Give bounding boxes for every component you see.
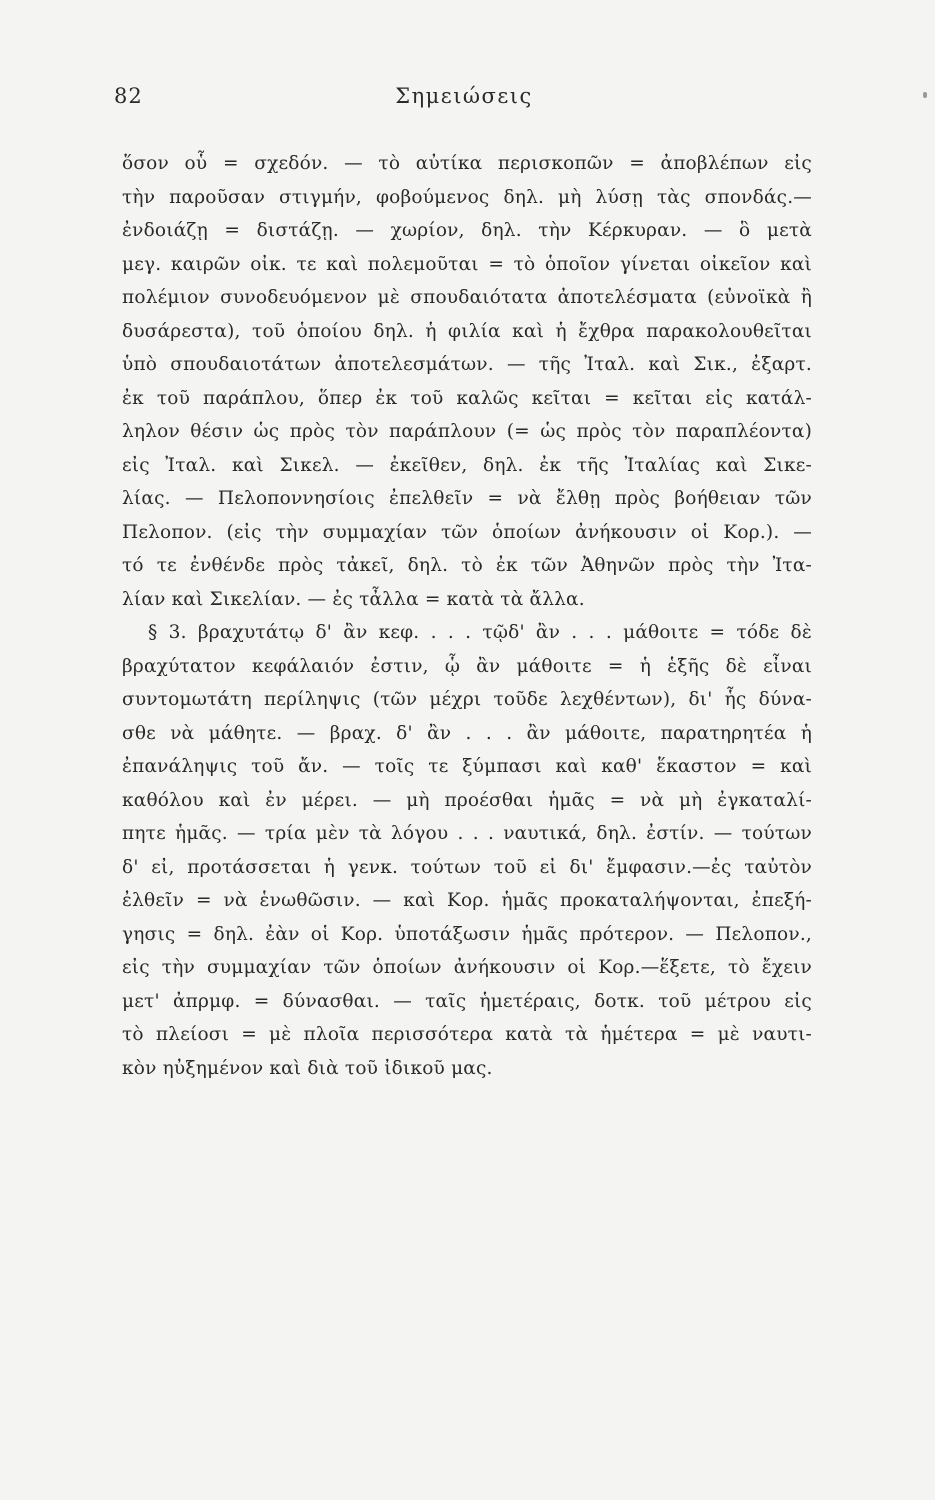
text-line: ἐνδοιάζῃ = διστάζῃ. — χωρίον, δηλ. τὴν Κέρκυραν. — ὃ μετὰ: [122, 220, 812, 241]
text-line: γησις = δηλ. ἐὰν οἱ Κορ. ὑποτάξωσιν ἡμᾶς πρότερον. — Πελοπον.,: [122, 923, 812, 945]
text-line: ὅσον οὗ = σχεδόν. — τὸ αὐτίκα περισκοπῶν = ἀποβλέπων εἰς: [122, 153, 812, 174]
text-line: ὑπὸ σπουδαιοτάτων ἀποτελεσμάτων. — τῆς Ἰταλ. καὶ Σικ., ἐξαρτ.: [122, 354, 812, 375]
text-line: πολέμιον συνοδευόμενον μὲ σπουδαιότατα ἀποτελέσματα (εὐνοϊκὰ ἢ: [122, 287, 812, 308]
running-head: Σημειώσεις: [395, 84, 533, 108]
text-line: καθόλου καὶ ἐν μέρει. — μὴ προέσθαι ἡμᾶς = νὰ μὴ ἐγκαταλί-: [122, 789, 812, 811]
text-line: ληλον θέσιν ὡς πρὸς τὸν παράπλουν (= ὡς πρὸς τὸν παραπλέοντα): [122, 421, 812, 442]
text-line: συντομωτάτη περίληψις (τῶν μέχρι τοῦδε λεχθέντων), δι' ἧς δύνα-: [122, 689, 812, 710]
text-line: Πελοπον. (εἰς τὴν συμμαχίαν τῶν ὁποίων ἀνήκουσιν οἱ Κορ.). —: [122, 521, 812, 543]
text-line: σθε νὰ μάθητε. — βραχ. δ' ἂν . . . ἂν μάθοιτε, παρατηρητέα ἡ: [122, 722, 812, 744]
text-line: μεγ. καιρῶν οἰκ. τε καὶ πολεμοῦται = τὸ ὁποῖον γίνεται οἰκεῖον καὶ: [122, 253, 812, 275]
text-line: τό τε ἐνθένδε πρὸς τἀκεῖ, δηλ. τὸ ἐκ τῶν Ἀθηνῶν πρὸς τὴν Ἰτα-: [122, 555, 812, 576]
page-number: 82: [114, 84, 143, 108]
text-line: λίαν καὶ Σικελίαν. — ἐς τἆλλα = κατὰ τὰ ἄλλα.: [122, 588, 585, 610]
text-line: ἐπανάληψις τοῦ ἄν. — τοῖς τε ξύμπασι καὶ καθ' ἕκαστον = καὶ: [122, 756, 812, 777]
page-edge-mark: [923, 92, 927, 98]
text-line: μετ' ἀπρμφ. = δύνασθαι. — ταῖς ἡμετέραις, δοτκ. τοῦ μέτρου εἰς: [122, 990, 812, 1012]
text-line: λίας. — Πελοποννησίοις ἐπελθεῖν = νὰ ἔλθῃ πρὸς βοήθειαν τῶν: [122, 488, 812, 509]
text-line: πητε ἡμᾶς. — τρία μὲν τὰ λόγου . . . ναυτικά, δηλ. ἐστίν. — τούτων: [122, 823, 812, 844]
section-start-line: § 3. βραχυτάτῳ δ' ἂν κεφ. . . . τῷδ' ἂν . . . μάθοιτε = τόδε δὲ: [148, 622, 812, 643]
text-line: εἰς τὴν συμμαχίαν τῶν ὁποίων ἀνήκουσιν οἱ Κορ.—ἕξετε, τὸ ἔχειν: [122, 957, 812, 978]
text-line: κὸν ηὐξημένον καὶ διὰ τοῦ ἰδικοῦ μας.: [122, 1057, 493, 1079]
text-line: ἐλθεῖν = νὰ ἑνωθῶσιν. — καὶ Κορ. ἡμᾶς προκαταλήψονται, ἐπεξή-: [122, 890, 812, 911]
text-line: ἐκ τοῦ παράπλου, ὅπερ ἐκ τοῦ καλῶς κεῖται = κεῖται εἰς κατάλ-: [122, 387, 812, 409]
text-line: βραχύτατον κεφάλαιόν ἐστιν, ᾧ ἂν μάθοιτε = ἡ ἑξῆς δὲ εἶναι: [122, 655, 812, 677]
notes-text: [122, 147, 812, 1085]
text-line: δυσάρεστα), τοῦ ὁποίου δηλ. ἡ φιλία καὶ ἡ ἔχθρα παρακολουθεῖται: [122, 320, 812, 342]
text-line: δ' εἰ, προτάσσεται ἡ γενκ. τούτων τοῦ εἰ δι' ἔμφασιν.—ἐς ταὐτὸν: [122, 856, 812, 878]
page-header: [114, 84, 814, 114]
text-line: τὸ πλείοσι = μὲ πλοῖα περισσότερα κατὰ τὰ ἡμέτερα = μὲ ναυτι-: [122, 1024, 812, 1045]
text-line: εἰς Ἰταλ. καὶ Σικελ. — ἐκεῖθεν, δηλ. ἐκ τῆς Ἰταλίας καὶ Σικε-: [122, 454, 812, 476]
text-line: τὴν παροῦσαν στιγμήν, φοβούμενος δηλ. μὴ λύσῃ τὰς σπονδάς.—: [122, 186, 812, 208]
